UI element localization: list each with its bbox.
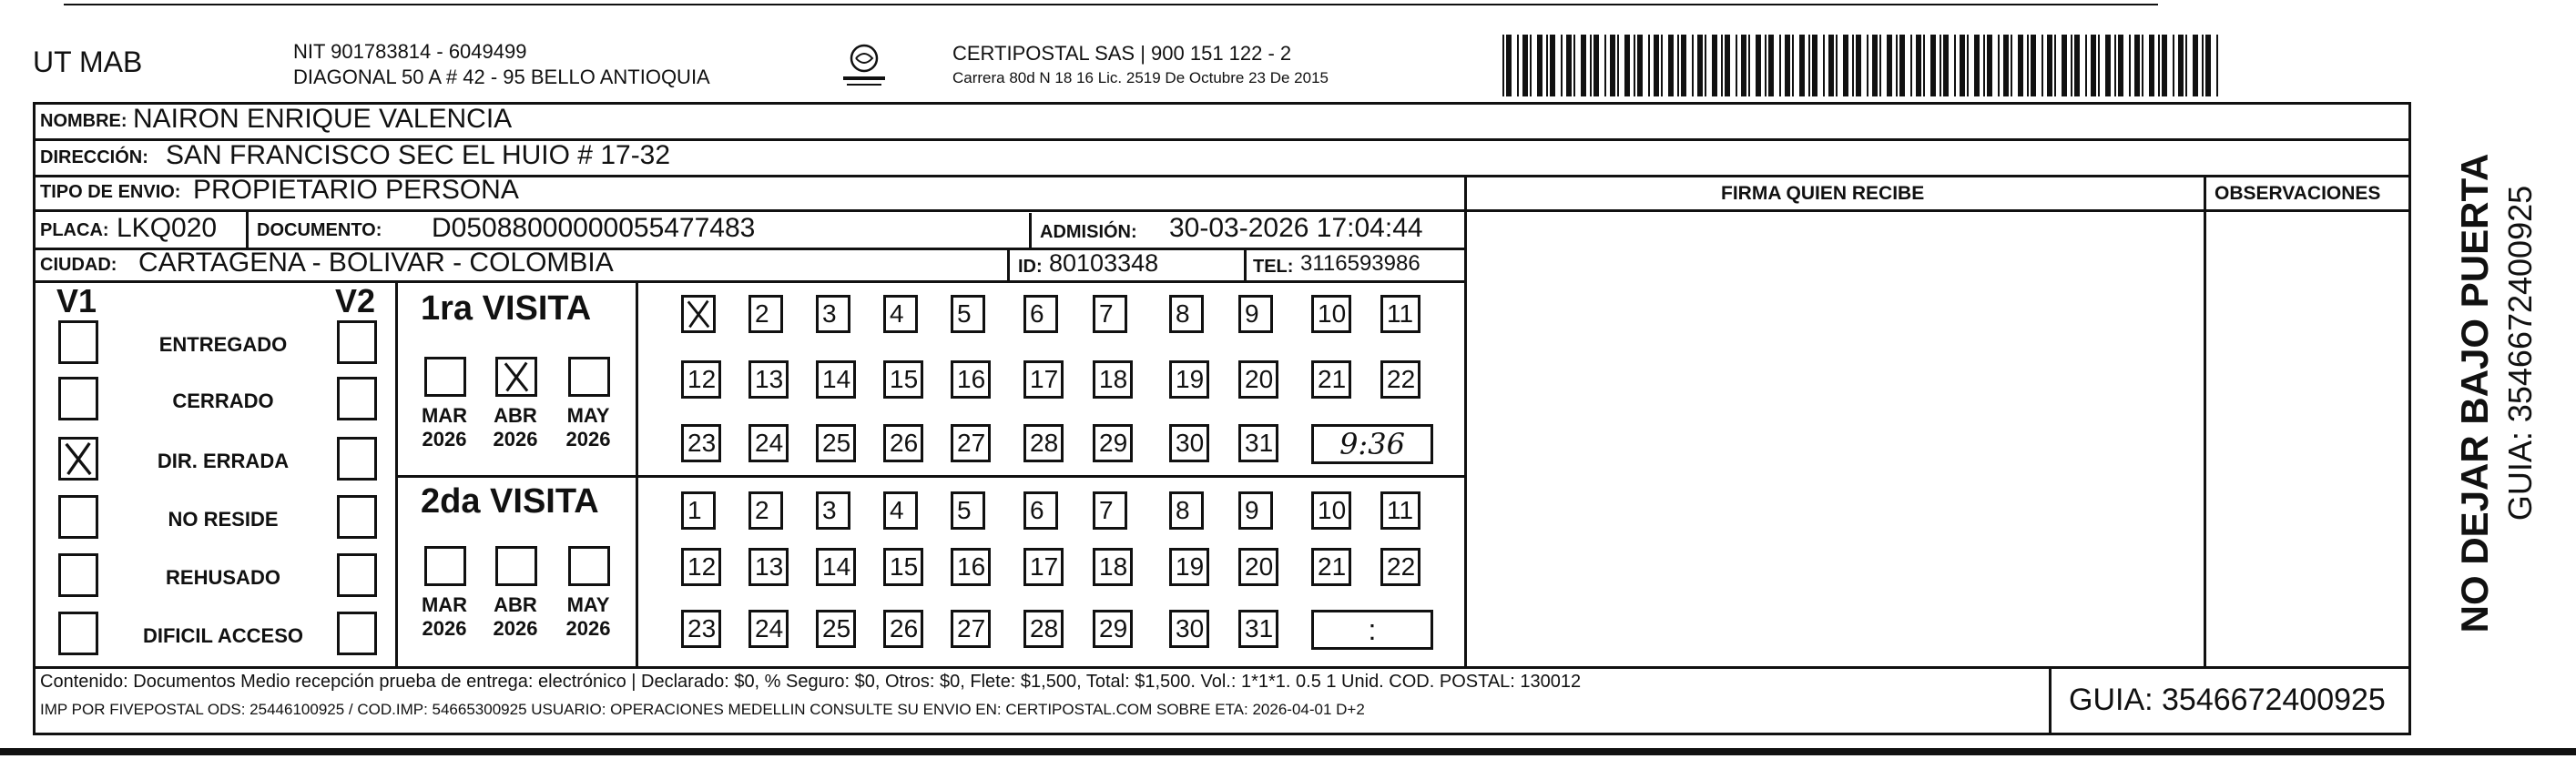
v2-checkbox[interactable]	[337, 553, 377, 597]
nombre-value: NAIRON ENRIQUE VALENCIA	[133, 104, 513, 134]
barcode-bar	[1910, 35, 1912, 96]
v2-checkbox[interactable]	[337, 612, 377, 655]
direccion-label: DIRECCIÓN:	[40, 147, 148, 167]
day-21-box[interactable]: 21	[1311, 548, 1351, 586]
barcode-bar	[2071, 35, 2072, 96]
month-checkbox[interactable]	[568, 546, 610, 586]
status-option-label: DIFICIL ACCESO	[142, 624, 303, 647]
tel-label: TEL:	[1253, 257, 1294, 277]
day-22-box[interactable]: 22	[1380, 360, 1420, 399]
day-20-box[interactable]: 20	[1238, 548, 1278, 586]
barcode-bar	[1725, 35, 1730, 96]
day-7-box[interactable]: 7	[1093, 295, 1127, 333]
tel-value: 3116593986	[1300, 251, 1420, 276]
day-3-box[interactable]: 3	[816, 491, 850, 530]
barcode-bar	[1522, 35, 1528, 96]
day-8-box[interactable]: 8	[1169, 491, 1204, 530]
day-18-box[interactable]: 18	[1093, 360, 1133, 399]
barcode-bar	[2129, 35, 2131, 96]
barcode-bar	[1634, 35, 1635, 96]
barcode-bar	[1692, 35, 1694, 96]
day-5-box[interactable]: 5	[951, 491, 985, 530]
barcode-bar	[1856, 35, 1861, 96]
month-label: MAR	[421, 593, 468, 616]
direccion-value: SAN FRANCISCO SEC EL HUIO # 17-32	[166, 140, 671, 170]
day-2-box[interactable]: 2	[748, 295, 783, 333]
carrier-line: CERTIPOSTAL SAS | 900 151 122 - 2	[952, 42, 1292, 65]
day-23-box[interactable]: 23	[681, 610, 721, 648]
year-label: 2026	[565, 428, 611, 450]
barcode-bar	[2158, 35, 2160, 96]
barcode-bar	[1721, 35, 1723, 96]
barcode-bar	[1537, 35, 1543, 96]
barcode-bar	[1705, 35, 1706, 96]
day-13-box[interactable]: 13	[748, 360, 789, 399]
barcode-bar	[1617, 35, 1619, 96]
second-visit-time[interactable]: :	[1311, 610, 1433, 650]
barcode-bar	[1697, 35, 1703, 96]
v1-header: V1	[56, 282, 97, 319]
day-25-box[interactable]: 25	[816, 610, 856, 648]
year-label: 2026	[493, 617, 538, 640]
day-17-box[interactable]: 17	[1023, 360, 1064, 399]
day-29-box[interactable]: 29	[1093, 610, 1133, 648]
barcode-bar	[1812, 35, 1817, 96]
barcode-bar	[1624, 35, 1630, 96]
day-4-box[interactable]: 4	[883, 295, 918, 333]
barcode-bar	[1867, 35, 1868, 96]
barcode-bar	[1712, 35, 1717, 96]
barcode-bar	[1879, 35, 1881, 96]
barcode-bar	[2142, 35, 2143, 96]
year-label: 2026	[565, 617, 611, 640]
company-name: UT MAB	[33, 46, 143, 78]
day-10-box[interactable]: 10	[1311, 295, 1351, 333]
month-label: ABR	[494, 593, 537, 616]
barcode-bar	[2041, 35, 2043, 96]
day-6-box[interactable]: 6	[1023, 295, 1058, 333]
barcode-bar	[1843, 35, 1848, 96]
day-12-box[interactable]: 12	[681, 548, 721, 586]
day-27-box[interactable]: 27	[951, 424, 991, 462]
id-value: 80103348	[1049, 249, 1159, 277]
day-19-box[interactable]: 19	[1169, 548, 1209, 586]
placa-value: LKQ020	[117, 213, 218, 243]
barcode-bar	[1916, 35, 1921, 96]
month-checkbox[interactable]	[424, 546, 466, 586]
barcode-bar	[1899, 35, 1905, 96]
v2-header: V2	[335, 282, 376, 319]
documento-label: DOCUMENTO:	[257, 220, 382, 240]
day-27-box[interactable]: 27	[951, 610, 991, 648]
year-label: 2026	[493, 428, 538, 450]
barcode-bar	[2202, 35, 2204, 96]
barcode-bar	[2054, 35, 2056, 96]
status-option-label: NO RESIDE	[168, 508, 279, 531]
status-option-label: DIR. ERRADA	[157, 450, 290, 472]
observaciones-header: OBSERVACIONES	[2215, 183, 2381, 204]
day-9-box[interactable]: 9	[1238, 491, 1273, 530]
barcode-bar	[1940, 35, 1941, 96]
barcode-bar	[1756, 35, 1761, 96]
barcode-bar	[2098, 35, 2100, 96]
barcode-bar	[1987, 35, 1992, 96]
barcode-bar	[2031, 35, 2036, 96]
barcode-bar	[2003, 35, 2009, 96]
day-16-box[interactable]: 16	[951, 360, 991, 399]
day-15-box[interactable]: 15	[883, 548, 923, 586]
nit-line: NIT 901783814 - 6049499	[293, 40, 527, 63]
barcode-bar	[1768, 35, 1774, 96]
day-17-box[interactable]: 17	[1023, 548, 1064, 586]
barcode-bar	[1610, 35, 1615, 96]
day-28-box[interactable]: 28	[1023, 610, 1064, 648]
placa-label: PLACA:	[40, 220, 109, 240]
day-6-box[interactable]: 6	[1023, 491, 1058, 530]
first-visit-title: 1ra VISITA	[421, 289, 592, 328]
admision-value: 30-03-2026 17:04:44	[1169, 213, 1423, 243]
barcode-bar	[1792, 35, 1794, 96]
top-rule	[64, 4, 2158, 5]
barcode-bar	[2105, 35, 2111, 96]
day-14-box[interactable]: 14	[816, 360, 856, 399]
v2-checkbox[interactable]	[337, 437, 377, 481]
month-label: MAR	[421, 404, 468, 427]
barcode-bar	[2018, 35, 2023, 96]
status-option-label: CERRADO	[172, 390, 274, 412]
barcode-bar	[1967, 35, 1969, 96]
day-20-box[interactable]: 20	[1238, 360, 1278, 399]
v1-checkbox[interactable]	[58, 553, 98, 597]
day-10-box[interactable]: 10	[1311, 491, 1351, 530]
barcode-bar	[1581, 35, 1586, 96]
barcode-bar	[1765, 35, 1767, 96]
barcode-bar	[2074, 35, 2080, 96]
footer-line2: IMP POR FIVEPOSTAL ODS: 25446100925 / COD.IMP: 54665300925 USUARIO: OPERACIONES MEDELLIN CONSULTE SU ENVIO EN: CERTIPOSTAL.COM SOBRE ETA: 2026-04-01 D+2	[40, 701, 1365, 718]
day-11-box[interactable]: 11	[1380, 491, 1420, 530]
barcode-bar	[2193, 35, 2198, 96]
day-24-box[interactable]: 24	[748, 610, 789, 648]
carrier-license: Carrera 80d N 18 16 Lic. 2519 De Octubre 23 De 2015	[952, 69, 1329, 86]
v1-checkbox[interactable]	[58, 495, 98, 539]
day-1-box[interactable]: 1	[681, 491, 716, 530]
tipo-value: PROPIETARIO PERSONA	[193, 175, 519, 205]
year-label: 2026	[422, 617, 467, 640]
day-31-box[interactable]: 31	[1238, 610, 1278, 648]
day-16-box[interactable]: 16	[951, 548, 991, 586]
barcode-bar	[2091, 35, 2096, 96]
barcode-bar	[1872, 35, 1878, 96]
documento-value: D05088000000055477483	[432, 213, 756, 243]
day-19-box[interactable]: 19	[1169, 360, 1209, 399]
barcode-bar	[1799, 35, 1805, 96]
firma-header: FIRMA QUIEN RECIBE	[1721, 183, 1925, 204]
nombre-label: NOMBRE:	[40, 111, 127, 131]
barcode-bar	[1648, 35, 1650, 96]
status-option-label: ENTREGADO	[158, 333, 288, 356]
barcode-bar	[1823, 35, 1825, 96]
day-23-box[interactable]: 23	[681, 424, 721, 462]
barcode-bar	[1748, 35, 1750, 96]
barcode-bar	[2162, 35, 2167, 96]
barcode-bar	[1604, 35, 1606, 96]
day-12-box[interactable]: 12	[681, 360, 721, 399]
barcode-bar	[1852, 35, 1854, 96]
barcode-bar	[1593, 35, 1599, 96]
barcode-bar	[2205, 35, 2211, 96]
v1-checkbox[interactable]	[58, 612, 98, 655]
day-18-box[interactable]: 18	[1093, 548, 1133, 586]
barcode-bar	[1954, 35, 1956, 96]
barcode-bar	[1661, 35, 1663, 96]
day-7-box[interactable]: 7	[1093, 491, 1127, 530]
day-22-box[interactable]: 22	[1380, 548, 1420, 586]
month-checkbox[interactable]	[568, 357, 610, 397]
barcode-bar	[1566, 35, 1572, 96]
month-checkbox[interactable]	[424, 357, 466, 397]
day-21-box[interactable]: 21	[1311, 360, 1351, 399]
barcode-bar	[1550, 35, 1555, 96]
barcode-bar	[2047, 35, 2052, 96]
v2-checkbox[interactable]	[337, 377, 377, 420]
barcode-bar	[1828, 35, 1834, 96]
day-2-box[interactable]: 2	[748, 491, 783, 530]
side-guia: GUIA: 3546672400925	[2501, 185, 2539, 521]
certipostal-logo	[838, 40, 891, 93]
second-visit-title: 2da VISITA	[421, 482, 599, 521]
barcode-bar	[2185, 35, 2187, 96]
day-26-box[interactable]: 26	[883, 424, 923, 462]
barcode-bar	[1573, 35, 1575, 96]
barcode-bar	[1960, 35, 1965, 96]
barcode-bar	[2216, 35, 2218, 96]
year-label: 2026	[422, 428, 467, 450]
barcode-bar	[2114, 35, 2116, 96]
day-1-box[interactable]	[681, 295, 716, 333]
barcode-bar	[2118, 35, 2123, 96]
barcode-bar	[1741, 35, 1746, 96]
day-9-box[interactable]: 9	[1238, 295, 1273, 333]
id-label: ID:	[1018, 257, 1043, 277]
footer-line1: Contenido: Documentos Medio recepción prueba de entrega: electrónico | Declarado: $0, % Seguro: $0, Otros: $0, Flete: $1,500, Total: $1,500. Vol.: 1*1*1. 0.5 1 Unid. COD. POSTAL: 130012	[40, 672, 1582, 692]
barcode-bar	[2178, 35, 2184, 96]
first-visit-time[interactable]: 9:36	[1311, 424, 1433, 464]
status-option-label: REHUSADO	[166, 566, 280, 589]
barcode-bar	[1943, 35, 1949, 96]
barcode-bar	[1974, 35, 1980, 96]
barcode-bar	[2011, 35, 2012, 96]
barcode-bar	[1808, 35, 1810, 96]
barcode-bar	[1836, 35, 1838, 96]
barcode-bar	[2149, 35, 2154, 96]
day-29-box[interactable]: 29	[1093, 424, 1133, 462]
footer-guia: GUIA: 3546672400925	[2069, 683, 2386, 717]
tipo-label: TIPO DE ENVIO:	[40, 182, 181, 202]
barcode	[1502, 35, 2226, 96]
day-13-box[interactable]: 13	[748, 548, 789, 586]
barcode-bar	[1590, 35, 1592, 96]
barcode-bar	[1637, 35, 1643, 96]
barcode-bar	[1502, 35, 1504, 96]
barcode-bar	[2173, 35, 2174, 96]
barcode-bar	[1896, 35, 1898, 96]
day-30-box[interactable]: 30	[1169, 610, 1209, 648]
ciudad-value: CARTAGENA - BOLIVAR - COLOMBIA	[138, 248, 614, 278]
day-4-box[interactable]: 4	[883, 491, 918, 530]
barcode-bar	[1998, 35, 2000, 96]
barcode-bar	[1546, 35, 1548, 96]
barcode-bar	[1736, 35, 1737, 96]
barcode-bar	[2027, 35, 2029, 96]
day-8-box[interactable]: 8	[1169, 295, 1204, 333]
barcode-bar	[1517, 35, 1519, 96]
day-3-box[interactable]: 3	[816, 295, 850, 333]
barcode-bar	[1681, 35, 1686, 96]
barcode-bar	[1887, 35, 1892, 96]
v1-checkbox[interactable]	[58, 437, 98, 481]
no-dejar-warning: NO DEJAR BAJO PUERTA	[2453, 153, 2496, 633]
barcode-bar	[1677, 35, 1679, 96]
barcode-bar	[1654, 35, 1659, 96]
barcode-bar	[1923, 35, 1925, 96]
barcode-bar	[2062, 35, 2067, 96]
address-line: DIAGONAL 50 A # 42 - 95 BELLO ANTIOQUIA	[293, 66, 710, 88]
day-15-box[interactable]: 15	[883, 360, 923, 399]
barcode-bar	[1506, 35, 1512, 96]
bottom-rule	[0, 748, 2576, 755]
barcode-bar	[2134, 35, 2140, 96]
month-checkbox[interactable]	[495, 357, 537, 397]
day-26-box[interactable]: 26	[883, 610, 923, 648]
barcode-bar	[1668, 35, 1674, 96]
v1-checkbox[interactable]	[58, 377, 98, 420]
v1-checkbox[interactable]	[58, 320, 98, 364]
barcode-bar	[1779, 35, 1781, 96]
day-30-box[interactable]: 30	[1169, 424, 1209, 462]
barcode-bar	[1785, 35, 1790, 96]
barcode-bar	[1930, 35, 1936, 96]
ciudad-label: CIUDAD:	[40, 255, 117, 275]
v2-checkbox[interactable]	[337, 495, 377, 539]
day-24-box[interactable]: 24	[748, 424, 789, 462]
day-14-box[interactable]: 14	[816, 548, 856, 586]
month-checkbox[interactable]	[495, 546, 537, 586]
barcode-bar	[1983, 35, 1985, 96]
day-11-box[interactable]: 11	[1380, 295, 1420, 333]
day-28-box[interactable]: 28	[1023, 424, 1064, 462]
month-label: ABR	[494, 404, 537, 427]
month-label: MAY	[566, 593, 610, 616]
barcode-bar	[1530, 35, 1532, 96]
v2-checkbox[interactable]	[337, 320, 377, 364]
barcode-bar	[1561, 35, 1563, 96]
month-label: MAY	[566, 404, 610, 427]
day-5-box[interactable]: 5	[951, 295, 985, 333]
day-25-box[interactable]: 25	[816, 424, 856, 462]
admision-label: ADMISIÓN:	[1040, 222, 1137, 242]
day-31-box[interactable]: 31	[1238, 424, 1278, 462]
barcode-bar	[2085, 35, 2087, 96]
